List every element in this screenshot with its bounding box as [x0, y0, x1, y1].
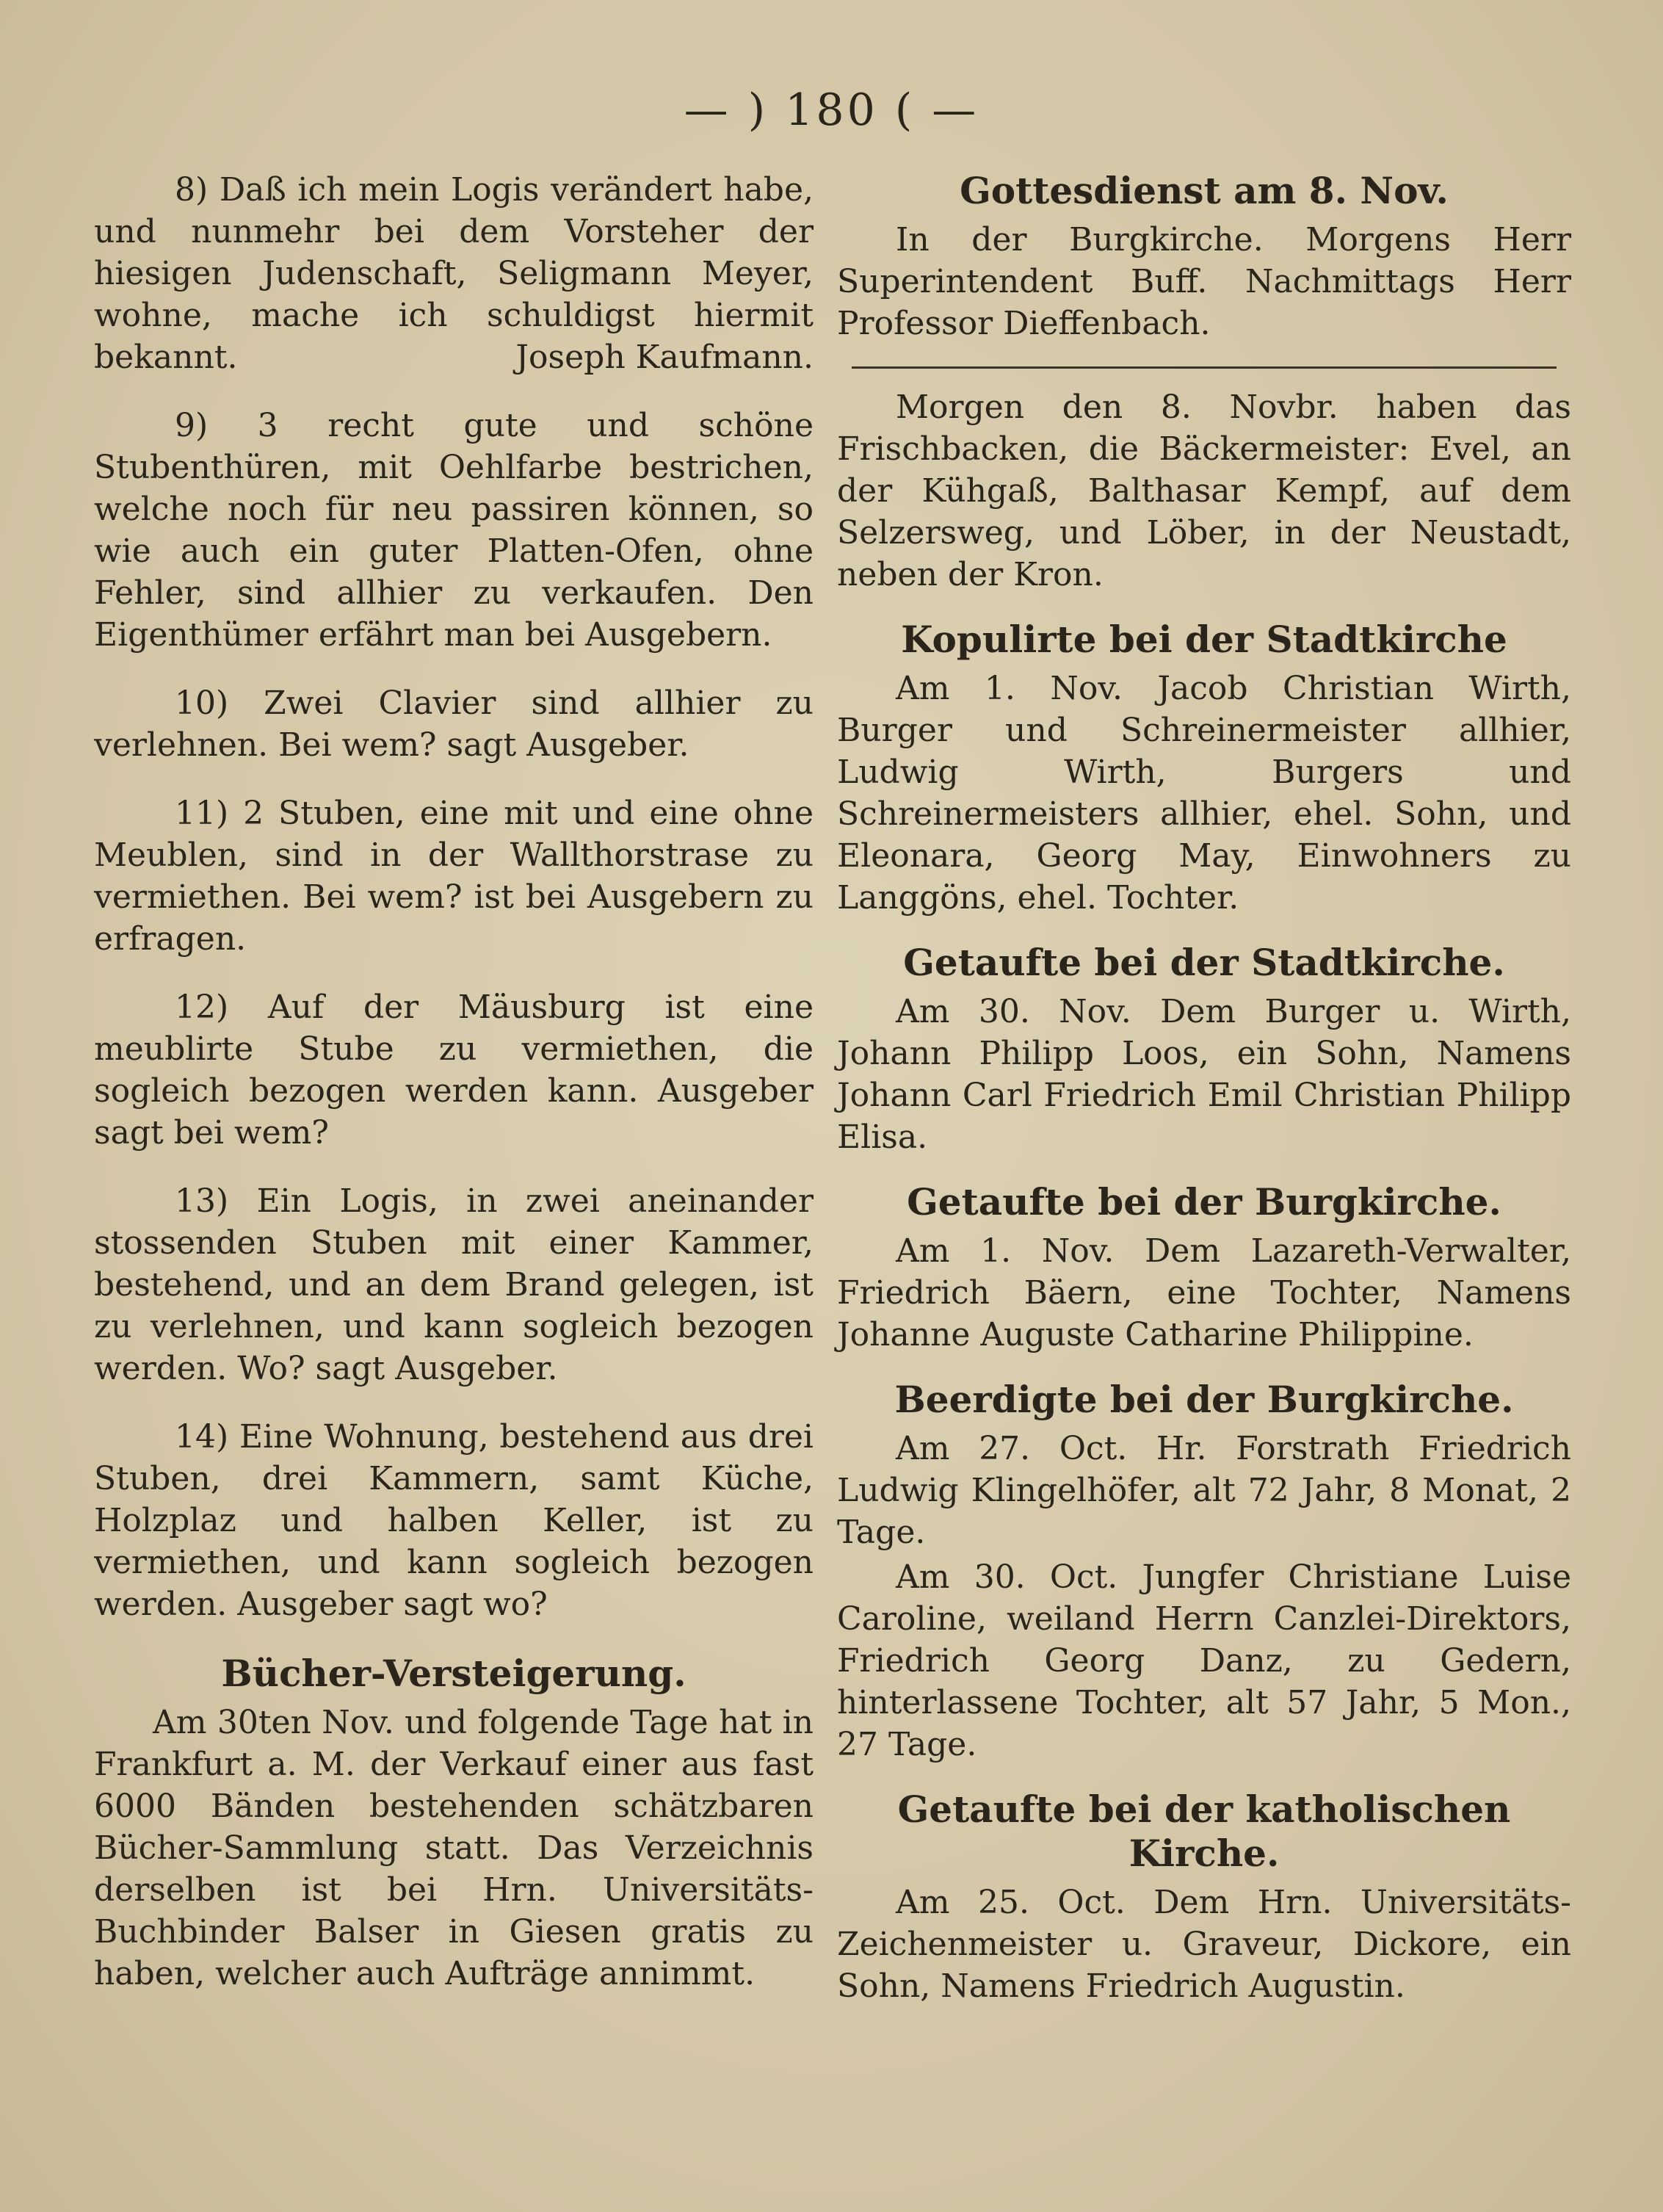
baptized-burgkirche-section	[837, 1180, 1571, 1356]
notice-text: 8) Daß ich mein Logis verändert habe, und nunmehr bei dem Vorsteher der hiesigen Judenschaft, Seligmann Meyer, wohne, mache ich schuldigst hiermit bekannt.	[94, 171, 814, 376]
section-text: Am 1. Nov. Dem Lazareth-Verwalter, Friedrich Bäern, eine Tochter, Namens Johanne Auguste Catharine Philippine.	[837, 1232, 1571, 1353]
notice-signature: Joseph Kaufmann.	[515, 339, 814, 376]
burial-entry: Am 27. Oct. Hr. Forstrath Friedrich Ludwig Klingelhöfer, alt 72 Jahr, 8 Monat, 2 Tage.	[837, 1430, 1571, 1551]
section-heading: Bücher-Versteigerung.	[221, 1652, 686, 1695]
notice-text: 14) Eine Wohnung, bestehend aus drei Stuben, drei Kammern, samt Küche, Holzplaz und halben Keller, ist zu vermiethen, und kann sogleich bezogen werden. Ausgeber sagt wo?	[94, 1418, 814, 1623]
notice-text: 10) Zwei Clavier sind allhier zu verlehnen. Bei wem? sagt Ausgeber.	[94, 684, 814, 764]
bakers-section	[837, 386, 1571, 596]
notice-text: 12) Auf der Mäusburg ist eine meublirte Stube zu vermiethen, die sogleich bezogen werden kann. Ausgeber sagt bei wem?	[94, 988, 814, 1152]
section-text: Am 1. Nov. Jacob Christian Wirth, Burger und Schreinermeister allhier, Ludwig Wirth, Burgers und Schreinermeisters allhier, ehel. Sohn, und Eleonara, Georg May, Einwohners zu Langgöns, ehel. Tochter.	[837, 670, 1571, 917]
notice-12	[94, 986, 814, 1154]
section-text: Morgen den 8. Novbr. haben das Frischbacken, die Bäckermeister: Evel, an der Kühgaß, Balthasar Kempf, auf dem Selzersweg, und Löber, in der Neustadt, neben der Kron.	[837, 388, 1571, 593]
left-column	[94, 169, 814, 2017]
right-column	[837, 169, 1571, 2029]
notice-9	[94, 405, 814, 656]
notice-text: 11) 2 Stuben, eine mit und eine ohne Meublen, sind in der Wallthorstrase zu vermiethen. Bei wem? ist bei Ausgebern zu erfragen.	[94, 795, 814, 958]
section-text: Am 30ten Nov. und folgende Tage hat in Frankfurt a. M. der Verkauf einer aus fast 6000 Bänden bestehenden schätzbaren Bücher-Sammlung statt. Das Verzeichnis derselben ist bei Hrn. Universitäts-Buchbinder Balser in Giesen gratis zu haben, welcher auch Aufträge annimmt.	[94, 1704, 814, 1992]
section-text: Am 25. Oct. Dem Hrn. Universitäts-Zeichenmeister u. Graveur, Dickore, ein Sohn, Namens Friedrich Augustin.	[837, 1884, 1571, 2005]
section-text: Am 30. Nov. Dem Burger u. Wirth, Johann Philipp Loos, ein Sohn, Namens Johann Carl Friedrich Emil Christian Philipp Elisa.	[837, 993, 1571, 1156]
section-heading: Kopulirte bei der Stadtkirche	[901, 618, 1507, 661]
notice-text: 9) 3 recht gute und schöne Stubenthüren, mit Oehlfarbe bestrichen, welche noch für neu passiren können, so wie auch ein guter Platten-Ofen, ohne Fehler, sind allhier zu verkaufen. Den Eigenthümer erfährt man bei Ausgebern.	[94, 407, 814, 654]
section-heading: Beerdigte bei der Burgkirche.	[894, 1378, 1514, 1421]
section-heading: Getaufte bei der Burgkirche.	[907, 1180, 1501, 1224]
buried-burgkirche-section	[837, 1378, 1571, 1765]
notice-text: 13) Ein Logis, in zwei aneinander stossenden Stuben mit einer Kammer, bestehend, und an dem Brand gelegen, ist zu verlehnen, und kann sogleich bezogen werden. Wo? sagt Ausgeber.	[94, 1182, 814, 1387]
married-section	[837, 618, 1571, 919]
section-heading: Gottesdienst am 8. Nov.	[960, 169, 1449, 212]
church-service-section	[837, 169, 1571, 344]
section-heading: Getaufte bei der Stadtkirche.	[903, 941, 1505, 984]
page-number: — ) 180 ( —	[684, 84, 979, 136]
book-auction-section	[94, 1652, 814, 1995]
notice-11	[94, 792, 814, 960]
notice-8	[94, 169, 814, 378]
notice-10	[94, 682, 814, 766]
divider	[852, 366, 1557, 369]
baptized-stadtkirche-section	[837, 941, 1571, 1158]
notice-13	[94, 1180, 814, 1389]
baptized-catholic-section	[837, 1788, 1571, 2007]
notice-14	[94, 1416, 814, 1625]
burial-entry: Am 30. Oct. Jungfer Christiane Luise Caroline, weiland Herrn Canzlei-Direktors, Friedrich Georg Danz, zu Gedern, hinterlassene Tochter, alt 57 Jahr, 5 Mon., 27 Tage.	[837, 1558, 1571, 1763]
section-text: In der Burgkirche. Morgens Herr Superintendent Buff. Nachmittags Herr Professor Dieffenbach.	[837, 221, 1571, 342]
section-heading: Getaufte bei der katholischen Kirche.	[897, 1788, 1511, 1875]
